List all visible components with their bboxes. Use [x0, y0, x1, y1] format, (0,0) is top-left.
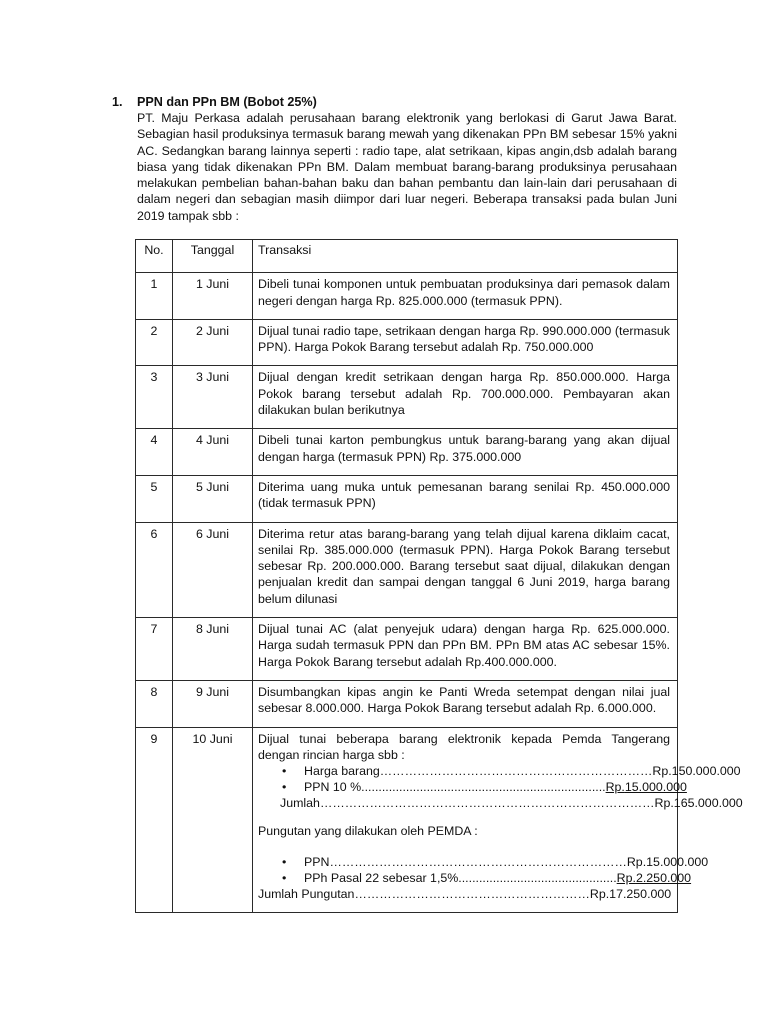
- row-transaction: Dijual tunai AC (alat penyejuk udara) dengan harga Rp. 625.000.000. Harga sudah termasuk PPN dan PPn BM. PPn BM atas AC sebesar 15%. Harga Pokok Barang tersebut adalah Rp.400.000.000.: [253, 618, 678, 681]
- list-item: • PPN ……………………………………………………………… Rp. 15.000.000: [258, 854, 603, 870]
- header-date: Tanggal: [173, 240, 253, 273]
- row-transaction: Dijual dengan kredit setrikaan dengan harga Rp. 850.000.000. Harga Pokok barang tersebut adalah Rp. 700.000.000. Pembayaran akan dilakukan bulan berikutnya: [253, 366, 678, 429]
- row-date: 8 Juni: [173, 618, 253, 681]
- list-item: • PPh Pasal 22 sebesar 1,5% .............................................. Rp. 2.250.000: [258, 870, 603, 886]
- table-row: [136, 366, 678, 429]
- table-header-row: [136, 240, 678, 273]
- table-row: [136, 522, 678, 617]
- row-no: 4: [136, 429, 173, 476]
- row-date: 2 Juni: [173, 319, 253, 366]
- row-no: 1: [136, 273, 173, 320]
- section-title: PPN dan PPn BM (Bobot 25%): [137, 95, 317, 109]
- price-total-line: Jumlah ……………………………………………………………………… Rp. 165.000.000: [280, 796, 743, 811]
- row-no: 2: [136, 319, 173, 366]
- levy-title: Pungutan yang dilakukan oleh PEMDA :: [258, 824, 478, 839]
- row-transaction: Diterima uang muka untuk pemesanan barang senilai Rp. 450.000.000 (tidak termasuk PPN): [253, 475, 678, 522]
- row-date: 10 Juni: [173, 727, 253, 912]
- row-no: 8: [136, 680, 173, 727]
- table-row: [136, 273, 678, 320]
- row-date: 4 Juni: [173, 429, 253, 476]
- row-transaction: Dijual tunai radio tape, setrikaan dengan harga Rp. 990.000.000 (termasuk PPN). Harga Pokok Barang tersebut adalah Rp. 750.000.000: [253, 319, 678, 366]
- row-transaction: Diterima retur atas barang-barang yang telah dijual karena diklaim cacat, senilai Rp. 385.000.000 (termasuk PPN). Harga Pokok Barang tersebut sebesar Rp. 200.000.000. Barang tersebut saat dijual, dilakukan dengan penjualan kredit dan sampai dengan tanggal 6 Juni 2019, harga barang belum dilunasi: [253, 522, 678, 617]
- row-date: 5 Juni: [173, 475, 253, 522]
- row-no: 9: [136, 727, 173, 912]
- row-no: 3: [136, 366, 173, 429]
- table-row: [136, 475, 678, 522]
- table-row: [136, 618, 678, 681]
- list-item: • Harga barang ………………………………………………………… Rp. 150.000.000: [258, 763, 623, 779]
- row9-intro-tail: dengan rincian harga sbb :: [258, 747, 405, 762]
- table-row: [136, 319, 678, 366]
- row-transaction: Dibeli tunai komponen untuk pembuatan produksinya dari pemasok dalam negeri dengan harga Rp. 825.000.000 (termasuk PPN).: [253, 273, 678, 320]
- price-breakdown-list: [258, 763, 741, 795]
- row-no: 7: [136, 618, 173, 681]
- table-row: [136, 680, 678, 727]
- list-item: • PPN 10 % ....................................................................... Rp. 15.000.000: [258, 779, 623, 795]
- table-row: [136, 727, 678, 912]
- levy-list: [258, 854, 709, 886]
- row-no: 5: [136, 475, 173, 522]
- case-intro-paragraph: PT. Maju Perkasa adalah perusahaan barang elektronik yang berlokasi di Garut Jawa Barat. Sebagian hasil produksinya termasuk barang mewah yang dikenakan PPn BM sebesar 15% yakni AC. Sedangkan barang lainnya seperti : radio tape, alat setrikaan, kipas angin,dsb adalah barang biasa yang tidak dikenakan PPn BM. Dalam membuat barang-barang produksinya perusahaan melakukan pembelian bahan-bahan baku dan bahan pembantu dan lain-lain dari perusahaan di dalam negeri dan sebagian masih diimpor dari luar negeri. Beberapa transaksi pada bulan Juni 2019 tampak sbb :: [137, 111, 677, 223]
- row-date: 3 Juni: [173, 366, 253, 429]
- row-date: 6 Juni: [173, 522, 253, 617]
- row-transaction: Dibeli tunai karton pembungkus untuk barang-barang yang akan dijual dengan harga (termasuk PPN) Rp. 375.000.000: [253, 429, 678, 476]
- row-transaction-detail: [253, 727, 743, 912]
- row9-intro-line: Dijual tunai beberapa barang elektronik kepada Pemda Tangerang: [258, 731, 670, 746]
- levy-total-line: Jumlah Pungutan ………………………………………………… Rp. 17.250.000: [258, 886, 672, 901]
- header-transaction: Transaksi: [253, 240, 678, 273]
- table-row: [136, 429, 678, 476]
- header-no: No.: [136, 240, 173, 273]
- row-transaction: Disumbangkan kipas angin ke Panti Wreda setempat dengan nilai jual sebesar 8.000.000. Harga Pokok Barang tersebut adalah Rp. 6.000.000.: [253, 680, 678, 727]
- row-date: 1 Juni: [173, 273, 253, 320]
- section-number: 1.: [112, 95, 123, 109]
- transactions-table: [135, 239, 743, 913]
- row-no: 6: [136, 522, 173, 617]
- row-date: 9 Juni: [173, 680, 253, 727]
